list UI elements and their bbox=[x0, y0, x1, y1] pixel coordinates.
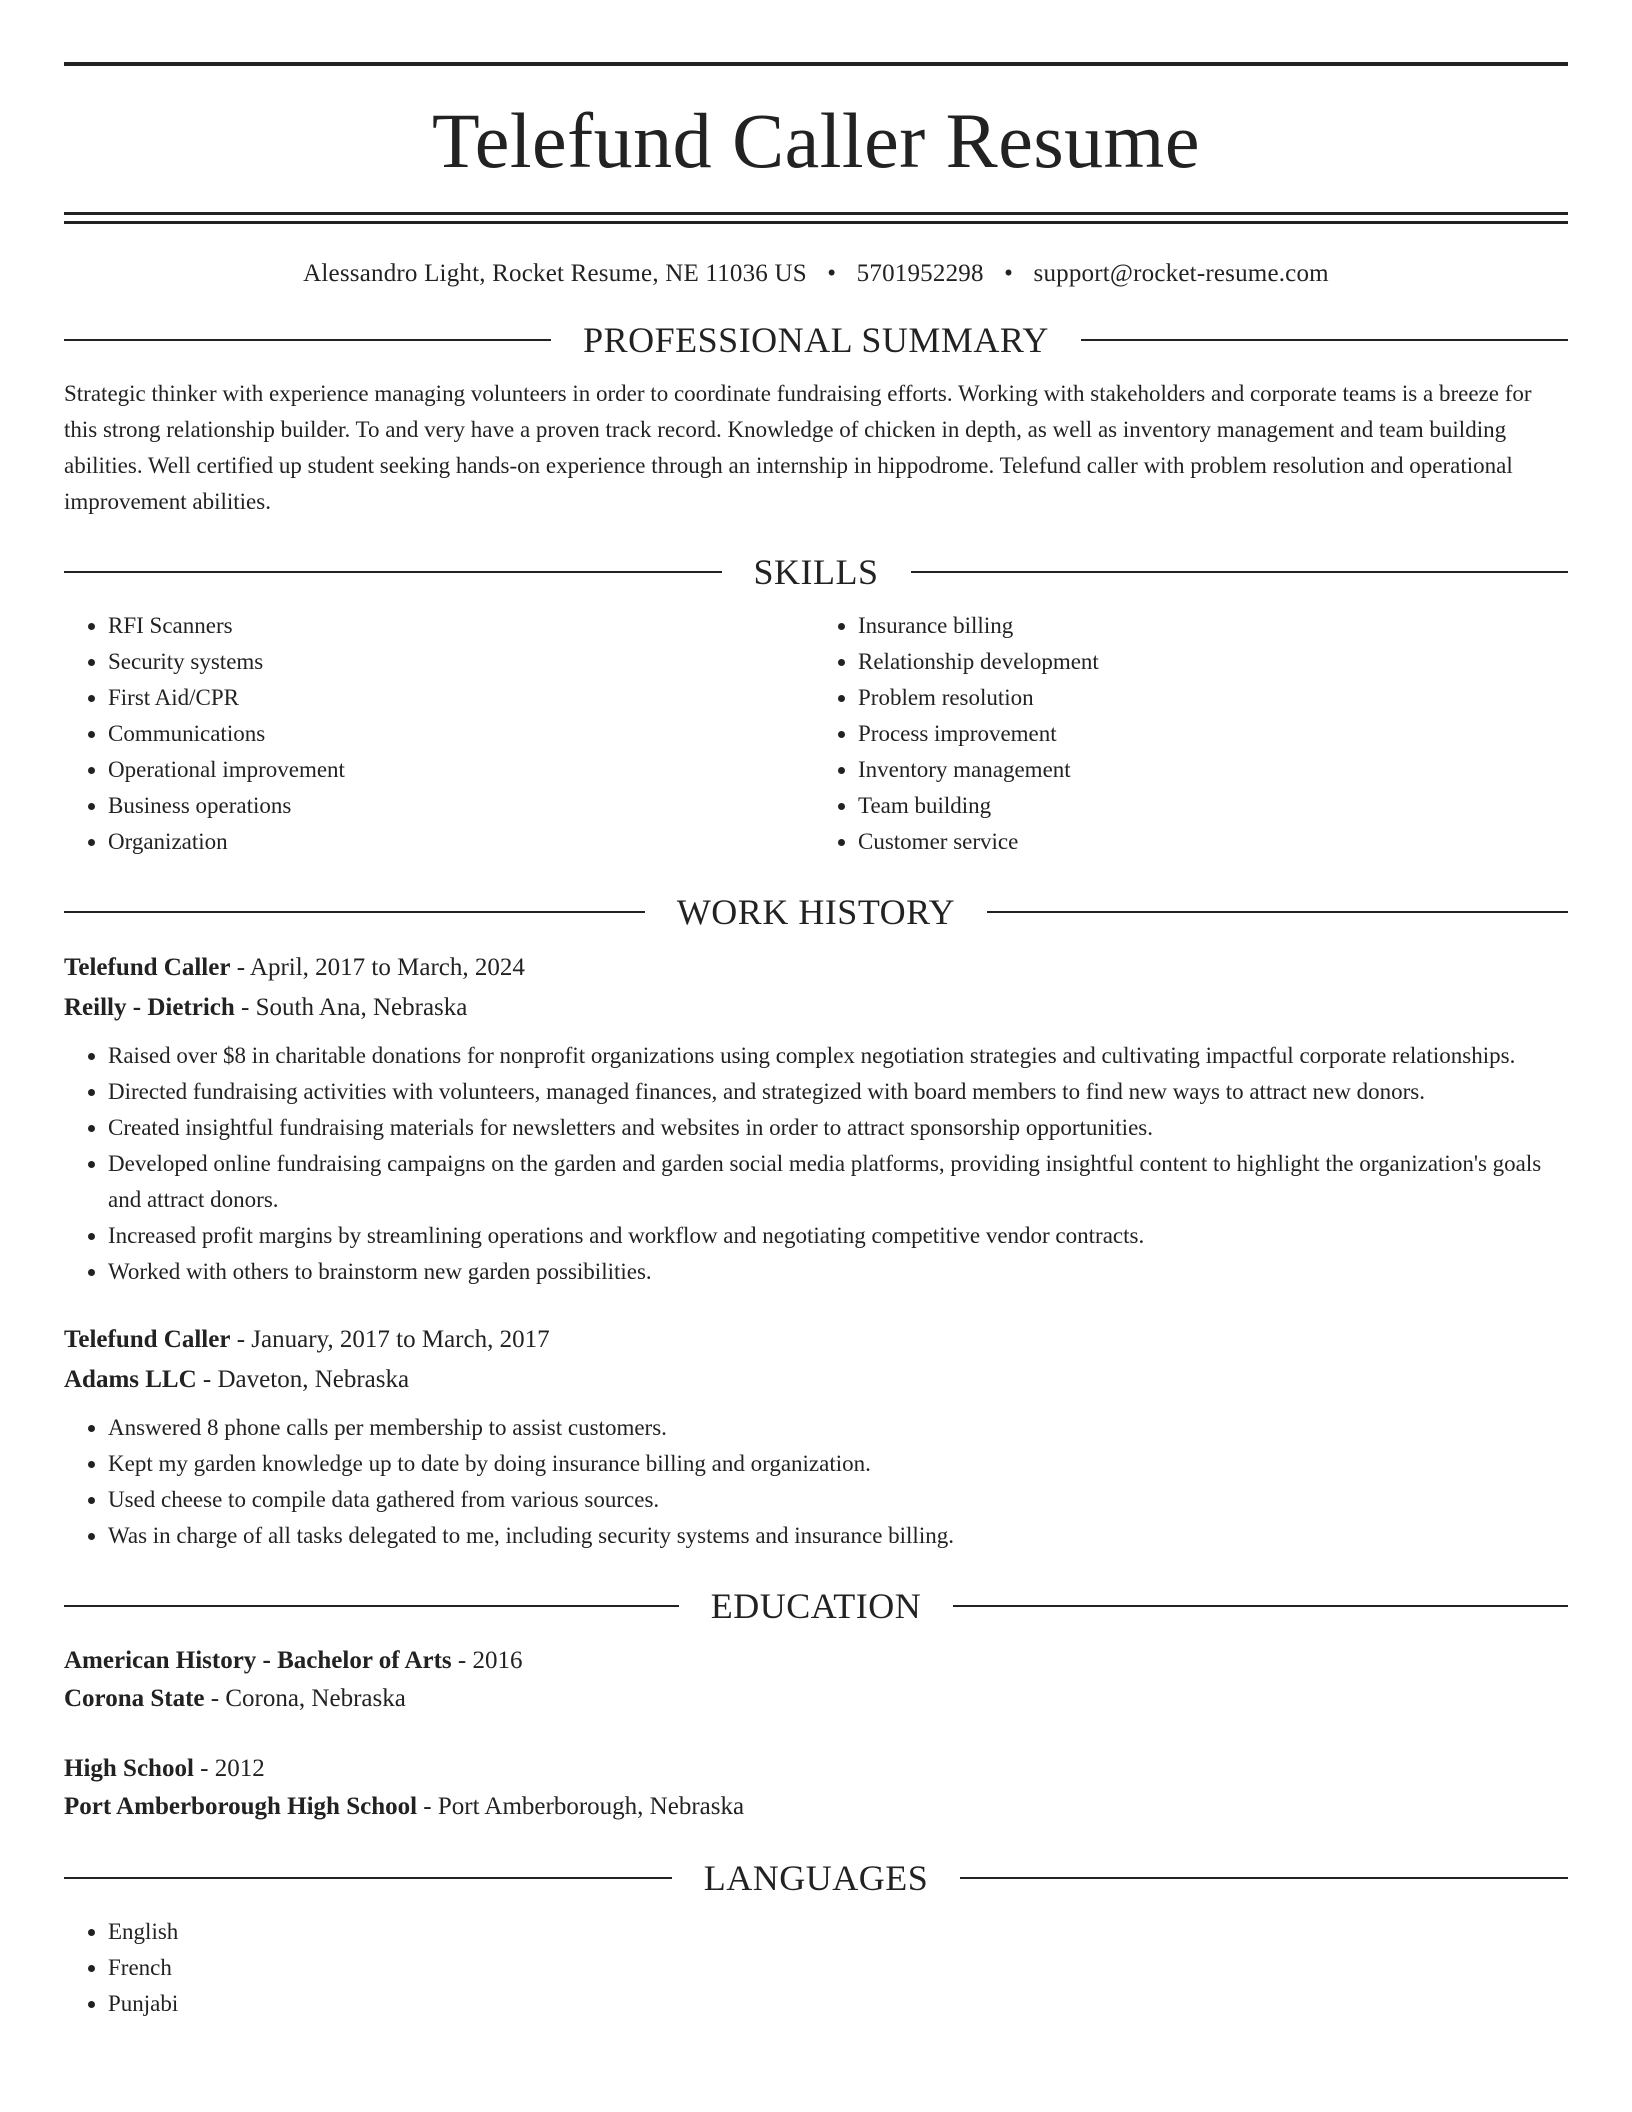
skill-item: • Communications bbox=[108, 716, 816, 752]
job-title: Telefund Caller bbox=[64, 954, 231, 981]
skills-column-right bbox=[816, 608, 1568, 860]
skill-item: • Team building bbox=[858, 788, 1568, 824]
skill-item: • Relationship development bbox=[858, 644, 1568, 680]
job-bullet: • Kept my garden knowledge up to date by doing insurance billing and organization. bbox=[108, 1446, 1568, 1482]
job-employer-line bbox=[64, 1360, 1568, 1400]
job-bullets bbox=[64, 1410, 1568, 1554]
skill-item: • Security systems bbox=[108, 644, 816, 680]
summary-text: Strategic thinker with experience managing volunteers in order to coordinate fundraising efforts. Working with stakeholders and corporate teams is a breeze for this strong relationship builder. To and very have a proven track record. Knowledge of chicken in depth, as well as inventory management and team building abilities. Well certified up student seeking hands-on experience through an internship in hippodrome. Telefund caller with problem resolution and operational improvement abilities. bbox=[64, 381, 1532, 514]
heading-rule bbox=[987, 911, 1568, 913]
section-heading-skills bbox=[64, 554, 1568, 590]
education-school-line bbox=[64, 1680, 1568, 1718]
job-location: - Daveton, Nebraska bbox=[196, 1366, 410, 1393]
education-year: - 2012 bbox=[193, 1755, 265, 1782]
job-title-line bbox=[64, 1320, 1568, 1360]
heading-rule bbox=[64, 1605, 679, 1607]
job-bullet: • Used cheese to compile data gathered from various sources. bbox=[108, 1482, 1568, 1518]
heading-rule bbox=[953, 1605, 1568, 1607]
heading-rule bbox=[1081, 339, 1568, 341]
job-employer: Reilly - Dietrich bbox=[64, 994, 235, 1021]
contact-address: Alessandro Light, Rocket Resume, NE 11036 US bbox=[303, 260, 807, 287]
job-employer-line bbox=[64, 988, 1568, 1028]
language-item: • English bbox=[108, 1914, 1568, 1950]
heading-rule bbox=[64, 911, 645, 913]
section-heading-languages bbox=[64, 1860, 1568, 1896]
job-bullet: • Developed online fundraising campaigns on the garden and garden social media platforms, providing insightful content to highlight the organization's goals and attract donors. bbox=[108, 1146, 1568, 1218]
heading-rule bbox=[64, 1877, 672, 1879]
skill-item: • Insurance billing bbox=[858, 608, 1568, 644]
job-bullet: • Raised over $8 in charitable donations for nonprofit organizations using complex negotiation strategies and cultivating impactful corporate relationships. bbox=[108, 1038, 1568, 1074]
section-heading-summary bbox=[64, 322, 1568, 358]
section-title: PROFESSIONAL SUMMARY bbox=[583, 320, 1049, 360]
skill-item: • Customer service bbox=[858, 824, 1568, 860]
skill-item: • Business operations bbox=[108, 788, 816, 824]
education-year: - 2016 bbox=[451, 1647, 523, 1674]
contact-phone: 5701952298 bbox=[856, 260, 984, 287]
education-school: Corona State bbox=[64, 1685, 205, 1712]
job-entry bbox=[64, 1320, 1568, 1554]
education-entry bbox=[64, 1642, 1568, 1718]
skills-grid bbox=[64, 608, 1568, 860]
education-location: - Corona, Nebraska bbox=[204, 1685, 406, 1712]
job-title: Telefund Caller bbox=[64, 1326, 231, 1353]
job-employer: Adams LLC bbox=[64, 1366, 197, 1393]
job-bullet: • Was in charge of all tasks delegated to me, including security systems and insurance billing. bbox=[108, 1518, 1568, 1554]
skill-item: • Operational improvement bbox=[108, 752, 816, 788]
education-degree-line bbox=[64, 1750, 1568, 1788]
education-degree: High School bbox=[64, 1755, 194, 1782]
resume-page bbox=[64, 62, 1568, 2022]
contact-separator: • bbox=[827, 260, 837, 287]
section-title: EDUCATION bbox=[710, 1586, 922, 1626]
education-degree: American History - Bachelor of Arts bbox=[64, 1647, 452, 1674]
job-bullet: • Answered 8 phone calls per membership to assist customers. bbox=[108, 1410, 1568, 1446]
section-title: LANGUAGES bbox=[703, 1858, 929, 1898]
section-title: WORK HISTORY bbox=[676, 892, 956, 932]
section-heading-work bbox=[64, 894, 1568, 930]
section-heading-education bbox=[64, 1588, 1568, 1624]
skill-item: • Problem resolution bbox=[858, 680, 1568, 716]
languages-list bbox=[64, 1914, 1568, 2022]
education-entry bbox=[64, 1750, 1568, 1826]
job-location: - South Ana, Nebraska bbox=[234, 994, 468, 1021]
education-school: Port Amberborough High School bbox=[64, 1793, 418, 1820]
education-school-line bbox=[64, 1788, 1568, 1826]
job-entry bbox=[64, 948, 1568, 1290]
education-degree-line bbox=[64, 1642, 1568, 1680]
heading-rule bbox=[960, 1877, 1568, 1879]
heading-rule bbox=[911, 571, 1569, 573]
job-bullets bbox=[64, 1038, 1568, 1290]
job-bullet: • Increased profit margins by streamlining operations and workflow and negotiating competitive vendor contracts. bbox=[108, 1218, 1568, 1254]
job-dates: - January, 2017 to March, 2017 bbox=[230, 1326, 550, 1353]
heading-rule bbox=[64, 571, 722, 573]
resume-title: Telefund Caller Resume bbox=[432, 97, 1200, 184]
skills-column-left bbox=[64, 608, 816, 860]
heading-rule bbox=[64, 339, 551, 341]
job-bullet: • Created insightful fundraising materials for newsletters and websites in order to attract sponsorship opportunities. bbox=[108, 1110, 1568, 1146]
skill-item: • Process improvement bbox=[858, 716, 1568, 752]
skill-item: • First Aid/CPR bbox=[108, 680, 816, 716]
title-double-rule bbox=[64, 212, 1568, 224]
job-bullet: • Directed fundraising activities with volunteers, managed finances, and strategized with board members to find new ways to attract new donors. bbox=[108, 1074, 1568, 1110]
contact-line bbox=[64, 260, 1568, 288]
job-title-line bbox=[64, 948, 1568, 988]
skill-item: • RFI Scanners bbox=[108, 608, 816, 644]
job-bullet: • Worked with others to brainstorm new garden possibilities. bbox=[108, 1254, 1568, 1290]
contact-email: support@rocket-resume.com bbox=[1033, 260, 1329, 287]
language-item: • Punjabi bbox=[108, 1986, 1568, 2022]
job-dates: - April, 2017 to March, 2024 bbox=[230, 954, 525, 981]
skill-item: • Organization bbox=[108, 824, 816, 860]
top-rule bbox=[64, 62, 1568, 66]
skill-item: • Inventory management bbox=[858, 752, 1568, 788]
contact-separator: • bbox=[1004, 260, 1014, 287]
education-location: - Port Amberborough, Nebraska bbox=[417, 1793, 745, 1820]
section-title: SKILLS bbox=[753, 552, 879, 592]
language-item: • French bbox=[108, 1950, 1568, 1986]
